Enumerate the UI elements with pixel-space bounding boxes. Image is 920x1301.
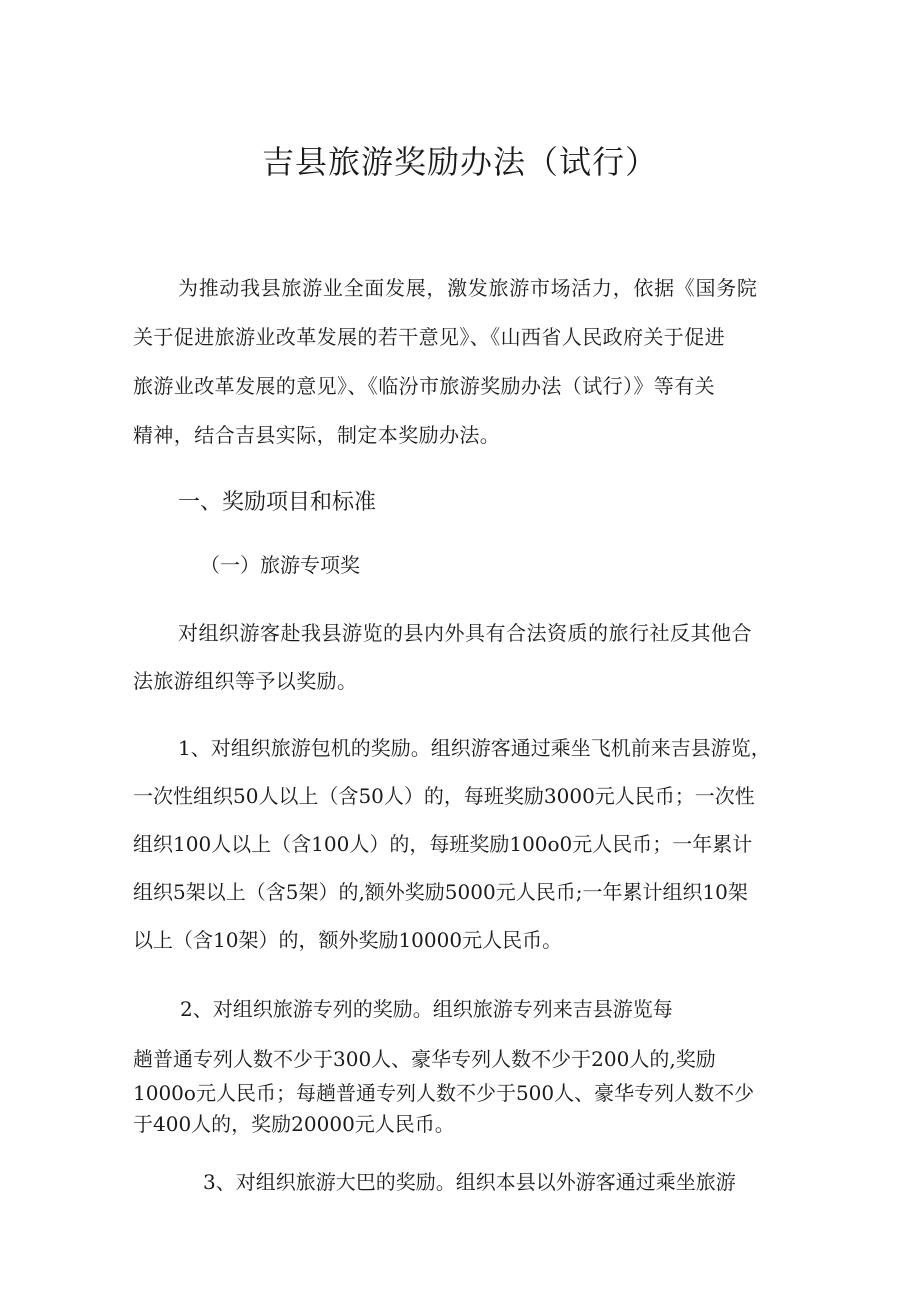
document-title: 吉县旅游奖励办法（试行）	[261, 143, 658, 181]
subsection-intro-line-2: 法旅游组织等予以奖励。	[133, 669, 358, 693]
item1-line-3: 组织100人以上（含100人）的，每班奖励100o0元人民币；一年累计	[133, 832, 753, 856]
item1-line-4: 组织5架以上（含5架）的,额外奖励5000元人民币;一年累计组织10架	[133, 880, 748, 904]
item3-line-1: 3、对组织旅游大巴的奖励。组织本县以外游客通过乘坐旅游	[203, 1170, 736, 1194]
intro-line-1: 为推动我县旅游业全面发展，激发旅游市场活力，依据《国务院	[178, 276, 758, 300]
subsection-intro-line-1: 对组织游客赴我县游览的县内外具有合法资质的旅行社反其他合	[178, 621, 752, 645]
intro-line-4: 精神，结合吉县实际，制定本奖励办法。	[133, 423, 501, 447]
item2-line-2: 趟普通专列人数不少于300人、豪华专列人数不少于200人的,奖励	[133, 1047, 716, 1071]
intro-line-3: 旅游业改革发展的意见》、《临汾市旅游奖励办法（试行）》等有关	[133, 374, 715, 398]
item2-line-3: 1000o元人民币；每趟普通专列人数不少于500人、豪华专列人数不少	[133, 1081, 755, 1105]
item1-line-2: 一次性组织50人以上（含50人）的，每班奖励3000元人民币；一次性	[133, 784, 755, 808]
intro-line-2: 关于促进旅游业改革发展的若干意见》、《山西省人民政府关于促进	[133, 325, 725, 349]
subsection-heading-tourism-special: （一）旅游专项奖	[200, 553, 360, 577]
item2-line-1: 2、对组织旅游专列的奖励。组织旅游专列来吉县游览每	[180, 997, 673, 1021]
section-heading-awards: 一、奖励项目和标准	[178, 490, 377, 515]
item2-line-4: 于400人的，奖励20000元人民币。	[133, 1112, 455, 1136]
item1-line-1: 1、对组织旅游包机的奖励。组织游客通过乘坐飞机前来吉县游览，	[178, 736, 771, 760]
item1-line-5: 以上（含10架）的，额外奖励10000元人民币。	[133, 928, 563, 952]
